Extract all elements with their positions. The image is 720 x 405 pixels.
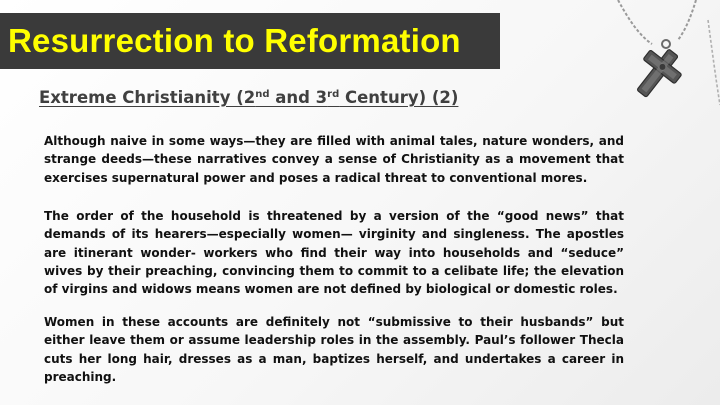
paragraph-1: Although naive in some ways—they are filled with animal tales, nature wonders, and strange deeds—these narratives convey a sense of Christianity as a movement that exercises supernatural power and poses a radical threat to conventional mores. — [44, 134, 624, 185]
title-banner — [0, 13, 500, 69]
cross-pendant-icon — [600, 0, 720, 110]
slide-title: Resurrection to Reformation — [8, 22, 461, 59]
paragraph-2: The order of the household is threatened by a version of the “good news” that demands of its hearers—especially women— virginity and singleness. The apostles are itinerant wonder- workers who find their way into households and “seduce” wives by their preaching, convincing them to commit to a celibate life; the elevation of virgins and widows means women are not defined by biological or domestic roles. — [44, 209, 624, 297]
paragraph-3: Women in these accounts are definitely not “submissive to their husbands” but either leave them or assume leadership roles in the assembly. Paul’s follower Thecla cuts her long hair, dresses as a man, baptizes herself, and undertakes a career in preaching. — [44, 315, 624, 384]
slide-subtitle: Extreme Christianity (2nd and 3rd Century) (2) — [39, 88, 459, 107]
